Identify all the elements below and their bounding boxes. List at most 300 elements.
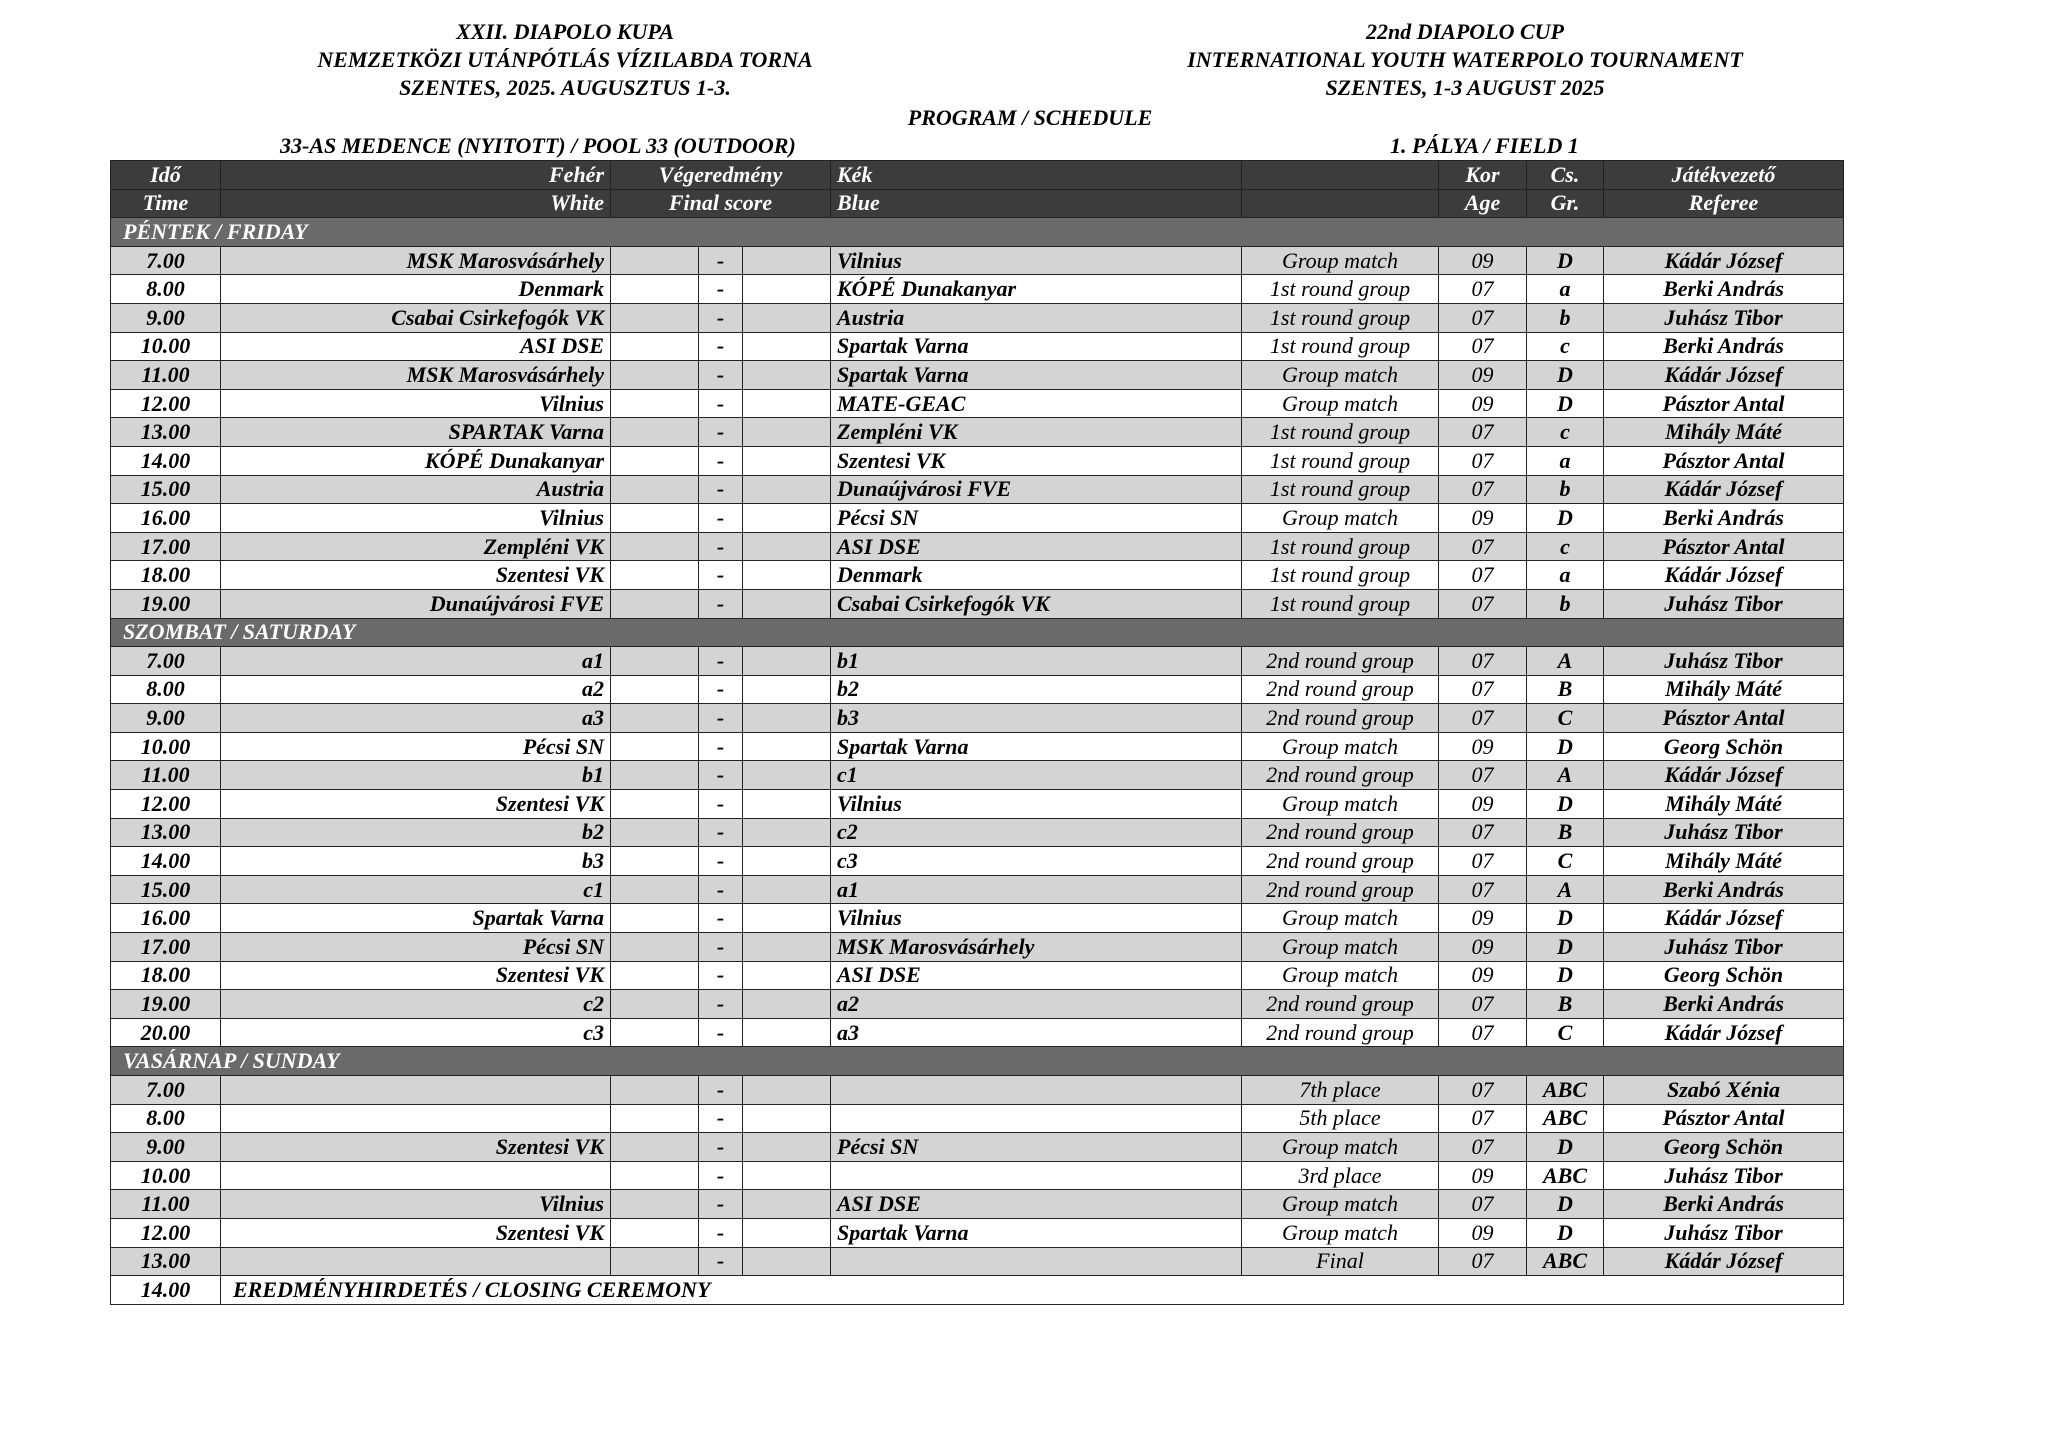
age-group: 07 bbox=[1439, 990, 1527, 1019]
score-blue bbox=[743, 875, 831, 904]
referee-name: Pásztor Antal bbox=[1604, 704, 1844, 733]
age-group: 07 bbox=[1439, 446, 1527, 475]
group-code: C bbox=[1527, 847, 1604, 876]
match-time: 8.00 bbox=[111, 675, 221, 704]
match-time: 9.00 bbox=[111, 1133, 221, 1162]
score-blue bbox=[743, 446, 831, 475]
score-blue bbox=[743, 475, 831, 504]
team-blue: KÓPÉ Dunakanyar bbox=[831, 275, 1242, 304]
score-blue bbox=[743, 532, 831, 561]
score-dash: - bbox=[699, 475, 743, 504]
match-time: 7.00 bbox=[111, 1076, 221, 1105]
team-blue: Zempléni VK bbox=[831, 418, 1242, 447]
group-code: C bbox=[1527, 704, 1604, 733]
team-blue: ASI DSE bbox=[831, 1190, 1242, 1219]
score-dash: - bbox=[699, 1133, 743, 1162]
team-white: b3 bbox=[221, 847, 611, 876]
match-row bbox=[111, 361, 1844, 390]
referee-name: Berki András bbox=[1604, 1190, 1844, 1219]
age-group: 07 bbox=[1439, 761, 1527, 790]
match-row bbox=[111, 332, 1844, 361]
score-white bbox=[611, 532, 699, 561]
match-time: 8.00 bbox=[111, 275, 221, 304]
team-blue bbox=[831, 1076, 1242, 1105]
group-code: c bbox=[1527, 532, 1604, 561]
age-group: 09 bbox=[1439, 933, 1527, 962]
team-white: b2 bbox=[221, 818, 611, 847]
score-blue bbox=[743, 961, 831, 990]
team-white: ASI DSE bbox=[221, 332, 611, 361]
match-row bbox=[111, 1247, 1844, 1276]
match-time: 14.00 bbox=[111, 446, 221, 475]
col-group-hu: Cs. bbox=[1527, 161, 1604, 190]
referee-name: Juhász Tibor bbox=[1604, 589, 1844, 618]
team-blue: Dunaújvárosi FVE bbox=[831, 475, 1242, 504]
score-blue bbox=[743, 561, 831, 590]
group-code: b bbox=[1527, 589, 1604, 618]
team-blue bbox=[831, 1247, 1242, 1276]
group-code: D bbox=[1527, 961, 1604, 990]
col-blue-en: Blue bbox=[831, 189, 1242, 218]
score-blue bbox=[743, 1133, 831, 1162]
match-round: Group match bbox=[1242, 389, 1439, 418]
score-white bbox=[611, 1247, 699, 1276]
age-group: 07 bbox=[1439, 675, 1527, 704]
age-group: 07 bbox=[1439, 847, 1527, 876]
team-blue: Szentesi VK bbox=[831, 446, 1242, 475]
score-white bbox=[611, 1104, 699, 1133]
match-row bbox=[111, 933, 1844, 962]
age-group: 07 bbox=[1439, 475, 1527, 504]
score-white bbox=[611, 1190, 699, 1219]
score-blue bbox=[743, 790, 831, 819]
match-round: 3rd place bbox=[1242, 1161, 1439, 1190]
score-white bbox=[611, 332, 699, 361]
age-group: 07 bbox=[1439, 332, 1527, 361]
score-blue bbox=[743, 1247, 831, 1276]
header-en-line3: SZENTES, 1-3 AUGUST 2025 bbox=[1325, 75, 1605, 100]
team-blue: Spartak Varna bbox=[831, 361, 1242, 390]
age-group: 09 bbox=[1439, 904, 1527, 933]
team-blue bbox=[831, 1104, 1242, 1133]
team-white: a2 bbox=[221, 675, 611, 704]
age-group: 07 bbox=[1439, 704, 1527, 733]
col-score-hu: Végeredmény bbox=[611, 161, 831, 190]
age-group: 07 bbox=[1439, 1104, 1527, 1133]
score-dash: - bbox=[699, 1190, 743, 1219]
score-blue bbox=[743, 904, 831, 933]
group-code: c bbox=[1527, 332, 1604, 361]
match-row bbox=[111, 875, 1844, 904]
score-blue bbox=[743, 303, 831, 332]
match-round: Group match bbox=[1242, 1190, 1439, 1219]
age-group: 07 bbox=[1439, 418, 1527, 447]
age-group: 09 bbox=[1439, 246, 1527, 275]
team-white: Szentesi VK bbox=[221, 1218, 611, 1247]
score-white bbox=[611, 875, 699, 904]
group-code: D bbox=[1527, 361, 1604, 390]
column-header-row-1 bbox=[111, 161, 1844, 190]
referee-name: Mihály Máté bbox=[1604, 418, 1844, 447]
referee-name: Szabó Xénia bbox=[1604, 1076, 1844, 1105]
match-row bbox=[111, 389, 1844, 418]
match-time: 14.00 bbox=[111, 847, 221, 876]
match-round: Group match bbox=[1242, 732, 1439, 761]
team-white: Vilnius bbox=[221, 504, 611, 533]
col-white-en: White bbox=[221, 189, 611, 218]
referee-name: Kádár József bbox=[1604, 761, 1844, 790]
team-blue: Vilnius bbox=[831, 790, 1242, 819]
team-white: c2 bbox=[221, 990, 611, 1019]
match-row bbox=[111, 446, 1844, 475]
match-row bbox=[111, 990, 1844, 1019]
team-blue bbox=[831, 1161, 1242, 1190]
match-round: 7th place bbox=[1242, 1076, 1439, 1105]
team-white: KÓPÉ Dunakanyar bbox=[221, 446, 611, 475]
referee-name: Kádár József bbox=[1604, 361, 1844, 390]
age-group: 09 bbox=[1439, 361, 1527, 390]
age-group: 09 bbox=[1439, 961, 1527, 990]
match-time: 15.00 bbox=[111, 875, 221, 904]
team-white: Denmark bbox=[221, 275, 611, 304]
group-code: B bbox=[1527, 818, 1604, 847]
match-row bbox=[111, 790, 1844, 819]
score-dash: - bbox=[699, 504, 743, 533]
score-blue bbox=[743, 246, 831, 275]
match-time: 12.00 bbox=[111, 790, 221, 819]
score-blue bbox=[743, 732, 831, 761]
field-label: 1. PÁLYA / FIELD 1 bbox=[1390, 133, 1579, 158]
group-code: D bbox=[1527, 933, 1604, 962]
referee-name: Mihály Máté bbox=[1604, 675, 1844, 704]
referee-name: Mihály Máté bbox=[1604, 790, 1844, 819]
score-white bbox=[611, 475, 699, 504]
match-round: Group match bbox=[1242, 246, 1439, 275]
score-blue bbox=[743, 1190, 831, 1219]
team-blue: b1 bbox=[831, 647, 1242, 676]
referee-name: Pásztor Antal bbox=[1604, 389, 1844, 418]
score-white bbox=[611, 675, 699, 704]
team-blue: MATE-GEAC bbox=[831, 389, 1242, 418]
match-time: 15.00 bbox=[111, 475, 221, 504]
team-blue: Spartak Varna bbox=[831, 732, 1242, 761]
score-dash: - bbox=[699, 389, 743, 418]
score-white bbox=[611, 561, 699, 590]
score-blue bbox=[743, 990, 831, 1019]
col-round-hu bbox=[1242, 161, 1439, 190]
closing-row bbox=[111, 1276, 1844, 1305]
referee-name: Juhász Tibor bbox=[1604, 1218, 1844, 1247]
day-label: PÉNTEK / FRIDAY bbox=[111, 218, 1844, 247]
team-white: Pécsi SN bbox=[221, 933, 611, 962]
team-white: Zempléni VK bbox=[221, 532, 611, 561]
match-round: Group match bbox=[1242, 1133, 1439, 1162]
score-blue bbox=[743, 1076, 831, 1105]
score-white bbox=[611, 732, 699, 761]
age-group: 09 bbox=[1439, 1161, 1527, 1190]
referee-name: Juhász Tibor bbox=[1604, 818, 1844, 847]
match-row bbox=[111, 1076, 1844, 1105]
team-white: a3 bbox=[221, 704, 611, 733]
header-hu-line3: SZENTES, 2025. AUGUSZTUS 1-3. bbox=[399, 75, 731, 100]
group-code: ABC bbox=[1527, 1076, 1604, 1105]
match-row bbox=[111, 275, 1844, 304]
match-time: 12.00 bbox=[111, 1218, 221, 1247]
score-blue bbox=[743, 389, 831, 418]
referee-name: Pásztor Antal bbox=[1604, 1104, 1844, 1133]
match-time: 7.00 bbox=[111, 246, 221, 275]
age-group: 07 bbox=[1439, 818, 1527, 847]
score-dash: - bbox=[699, 446, 743, 475]
referee-name: Berki András bbox=[1604, 990, 1844, 1019]
score-dash: - bbox=[699, 1018, 743, 1047]
score-dash: - bbox=[699, 847, 743, 876]
col-group-en: Gr. bbox=[1527, 189, 1604, 218]
match-round: Group match bbox=[1242, 790, 1439, 819]
referee-name: Kádár József bbox=[1604, 246, 1844, 275]
team-white: Dunaújvárosi FVE bbox=[221, 589, 611, 618]
score-blue bbox=[743, 847, 831, 876]
score-blue bbox=[743, 332, 831, 361]
score-dash: - bbox=[699, 818, 743, 847]
day-header-row bbox=[111, 218, 1844, 247]
referee-name: Pásztor Antal bbox=[1604, 446, 1844, 475]
match-row bbox=[111, 1190, 1844, 1219]
team-white: MSK Marosvásárhely bbox=[221, 361, 611, 390]
score-blue bbox=[743, 818, 831, 847]
age-group: 07 bbox=[1439, 1190, 1527, 1219]
score-blue bbox=[743, 589, 831, 618]
team-blue: ASI DSE bbox=[831, 961, 1242, 990]
match-round: 1st round group bbox=[1242, 303, 1439, 332]
match-round: 1st round group bbox=[1242, 275, 1439, 304]
match-row bbox=[111, 1161, 1844, 1190]
group-code: A bbox=[1527, 875, 1604, 904]
match-row bbox=[111, 303, 1844, 332]
column-header-row-2 bbox=[111, 189, 1844, 218]
match-round: Final bbox=[1242, 1247, 1439, 1276]
referee-name: Mihály Máté bbox=[1604, 847, 1844, 876]
program-title: PROGRAM / SCHEDULE bbox=[907, 105, 1153, 130]
score-white bbox=[611, 647, 699, 676]
score-white bbox=[611, 1076, 699, 1105]
referee-name: Juhász Tibor bbox=[1604, 933, 1844, 962]
match-time: 16.00 bbox=[111, 504, 221, 533]
team-blue: Pécsi SN bbox=[831, 504, 1242, 533]
team-white: Austria bbox=[221, 475, 611, 504]
team-white: Vilnius bbox=[221, 389, 611, 418]
team-blue: Spartak Varna bbox=[831, 332, 1242, 361]
referee-name: Kádár József bbox=[1604, 1018, 1844, 1047]
match-round: 2nd round group bbox=[1242, 990, 1439, 1019]
team-white: Szentesi VK bbox=[221, 790, 611, 819]
match-time: 10.00 bbox=[111, 1161, 221, 1190]
group-code: a bbox=[1527, 561, 1604, 590]
match-time: 9.00 bbox=[111, 704, 221, 733]
age-group: 07 bbox=[1439, 589, 1527, 618]
score-blue bbox=[743, 418, 831, 447]
score-dash: - bbox=[699, 589, 743, 618]
age-group: 09 bbox=[1439, 389, 1527, 418]
match-row bbox=[111, 589, 1844, 618]
group-code: ABC bbox=[1527, 1161, 1604, 1190]
col-time-hu: Idő bbox=[111, 161, 221, 190]
score-dash: - bbox=[699, 275, 743, 304]
score-dash: - bbox=[699, 933, 743, 962]
match-round: Group match bbox=[1242, 504, 1439, 533]
score-dash: - bbox=[699, 761, 743, 790]
header-english bbox=[1150, 18, 1780, 102]
team-blue: b3 bbox=[831, 704, 1242, 733]
header-hungarian bbox=[250, 18, 880, 102]
match-round: 2nd round group bbox=[1242, 1018, 1439, 1047]
group-code: b bbox=[1527, 475, 1604, 504]
score-white bbox=[611, 446, 699, 475]
match-time: 17.00 bbox=[111, 933, 221, 962]
age-group: 09 bbox=[1439, 1218, 1527, 1247]
match-round: 2nd round group bbox=[1242, 875, 1439, 904]
age-group: 07 bbox=[1439, 1133, 1527, 1162]
score-blue bbox=[743, 761, 831, 790]
score-white bbox=[611, 1018, 699, 1047]
score-blue bbox=[743, 647, 831, 676]
match-row bbox=[111, 961, 1844, 990]
header-en-line2: INTERNATIONAL YOUTH WATERPOLO TOURNAMENT bbox=[1187, 47, 1743, 72]
match-time: 9.00 bbox=[111, 303, 221, 332]
team-blue: Denmark bbox=[831, 561, 1242, 590]
team-blue: b2 bbox=[831, 675, 1242, 704]
match-round: Group match bbox=[1242, 933, 1439, 962]
referee-name: Berki András bbox=[1604, 875, 1844, 904]
age-group: 07 bbox=[1439, 1247, 1527, 1276]
group-code: D bbox=[1527, 504, 1604, 533]
score-dash: - bbox=[699, 561, 743, 590]
team-white bbox=[221, 1247, 611, 1276]
group-code: D bbox=[1527, 1218, 1604, 1247]
match-round: 2nd round group bbox=[1242, 675, 1439, 704]
team-blue: Austria bbox=[831, 303, 1242, 332]
group-code: a bbox=[1527, 275, 1604, 304]
team-white: Szentesi VK bbox=[221, 1133, 611, 1162]
match-row bbox=[111, 761, 1844, 790]
match-time: 11.00 bbox=[111, 1190, 221, 1219]
match-round: 1st round group bbox=[1242, 446, 1439, 475]
score-dash: - bbox=[699, 418, 743, 447]
score-white bbox=[611, 933, 699, 962]
match-time: 17.00 bbox=[111, 532, 221, 561]
day-label: SZOMBAT / SATURDAY bbox=[111, 618, 1844, 647]
group-code: b bbox=[1527, 303, 1604, 332]
score-white bbox=[611, 847, 699, 876]
score-white bbox=[611, 303, 699, 332]
team-white: Vilnius bbox=[221, 1190, 611, 1219]
match-row bbox=[111, 246, 1844, 275]
score-white bbox=[611, 761, 699, 790]
match-row bbox=[111, 418, 1844, 447]
score-white bbox=[611, 704, 699, 733]
group-code: D bbox=[1527, 246, 1604, 275]
score-white bbox=[611, 389, 699, 418]
match-row bbox=[111, 504, 1844, 533]
score-blue bbox=[743, 1218, 831, 1247]
score-dash: - bbox=[699, 1247, 743, 1276]
team-blue: a1 bbox=[831, 875, 1242, 904]
score-dash: - bbox=[699, 1161, 743, 1190]
match-round: 1st round group bbox=[1242, 532, 1439, 561]
day-header-row bbox=[111, 1047, 1844, 1076]
referee-name: Kádár József bbox=[1604, 1247, 1844, 1276]
referee-name: Pásztor Antal bbox=[1604, 532, 1844, 561]
group-code: D bbox=[1527, 732, 1604, 761]
referee-name: Berki András bbox=[1604, 332, 1844, 361]
score-dash: - bbox=[699, 790, 743, 819]
score-white bbox=[611, 990, 699, 1019]
score-dash: - bbox=[699, 961, 743, 990]
referee-name: Georg Schön bbox=[1604, 1133, 1844, 1162]
col-blue-hu: Kék bbox=[831, 161, 1242, 190]
age-group: 09 bbox=[1439, 732, 1527, 761]
team-white: Spartak Varna bbox=[221, 904, 611, 933]
team-white: MSK Marosvásárhely bbox=[221, 246, 611, 275]
col-white-hu: Fehér bbox=[221, 161, 611, 190]
age-group: 09 bbox=[1439, 790, 1527, 819]
group-code: A bbox=[1527, 761, 1604, 790]
match-round: 1st round group bbox=[1242, 475, 1439, 504]
team-blue: Csabai Csirkefogók VK bbox=[831, 589, 1242, 618]
match-round: 2nd round group bbox=[1242, 818, 1439, 847]
score-dash: - bbox=[699, 246, 743, 275]
match-time: 13.00 bbox=[111, 818, 221, 847]
header-hu-line1: XXII. DIAPOLO KUPA bbox=[456, 19, 674, 44]
score-dash: - bbox=[699, 1076, 743, 1105]
match-time: 18.00 bbox=[111, 961, 221, 990]
match-time: 18.00 bbox=[111, 561, 221, 590]
match-row bbox=[111, 1104, 1844, 1133]
match-time: 8.00 bbox=[111, 1104, 221, 1133]
score-blue bbox=[743, 704, 831, 733]
team-blue: a3 bbox=[831, 1018, 1242, 1047]
group-code: D bbox=[1527, 790, 1604, 819]
team-blue: Vilnius bbox=[831, 246, 1242, 275]
group-code: B bbox=[1527, 675, 1604, 704]
score-dash: - bbox=[699, 303, 743, 332]
team-blue: a2 bbox=[831, 990, 1242, 1019]
score-blue bbox=[743, 361, 831, 390]
match-round: 2nd round group bbox=[1242, 847, 1439, 876]
score-dash: - bbox=[699, 332, 743, 361]
team-blue: Pécsi SN bbox=[831, 1133, 1242, 1162]
referee-name: Juhász Tibor bbox=[1604, 1161, 1844, 1190]
score-blue bbox=[743, 1104, 831, 1133]
score-dash: - bbox=[699, 1104, 743, 1133]
match-row bbox=[111, 1018, 1844, 1047]
team-white: Szentesi VK bbox=[221, 561, 611, 590]
match-row bbox=[111, 1218, 1844, 1247]
match-time: 12.00 bbox=[111, 389, 221, 418]
group-code: ABC bbox=[1527, 1247, 1604, 1276]
score-dash: - bbox=[699, 704, 743, 733]
group-code: c bbox=[1527, 418, 1604, 447]
team-blue: ASI DSE bbox=[831, 532, 1242, 561]
group-code: D bbox=[1527, 1190, 1604, 1219]
score-white bbox=[611, 904, 699, 933]
match-time: 7.00 bbox=[111, 647, 221, 676]
age-group: 07 bbox=[1439, 1018, 1527, 1047]
team-blue: c1 bbox=[831, 761, 1242, 790]
score-blue bbox=[743, 1161, 831, 1190]
match-time: 19.00 bbox=[111, 990, 221, 1019]
match-time: 20.00 bbox=[111, 1018, 221, 1047]
